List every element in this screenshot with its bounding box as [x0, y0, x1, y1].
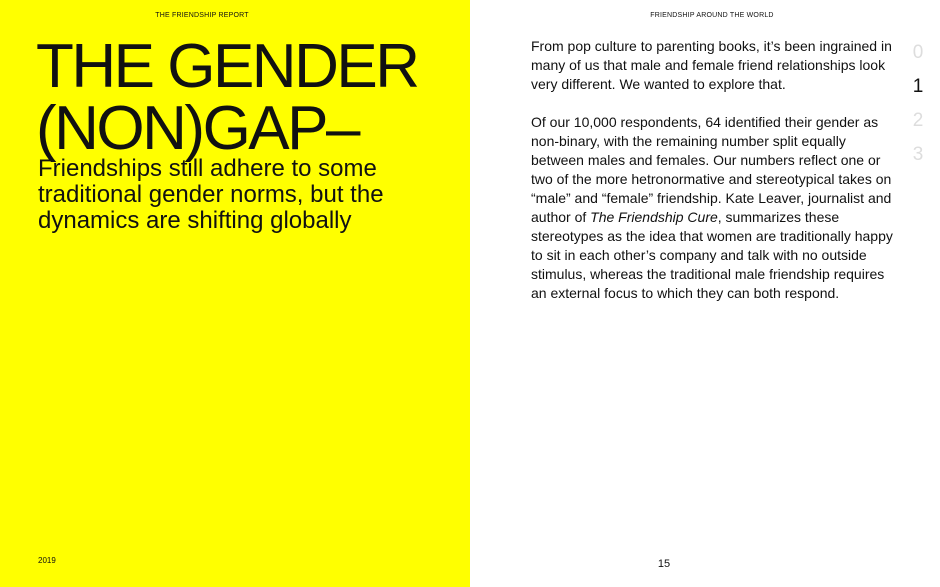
- right-page: [470, 0, 940, 587]
- running-head-right: FRIENDSHIP AROUND THE WORLD: [650, 12, 774, 19]
- book-title: The Friendship Cure: [590, 209, 718, 225]
- chapter-navigation: [908, 36, 928, 172]
- chapter-nav-item-2[interactable]: 2: [912, 110, 924, 131]
- body-paragraph-1: From pop culture to parenting books, it’s been ingrained in many of us that male and female friend relationships look very different. We wanted to explore that.: [531, 38, 892, 92]
- subheadline: Friendships still adhere to some traditional gender norms, but the dynamics are shifting globally: [38, 155, 384, 234]
- paragraph-2-text-after-title: , summarizes these stereotypes as the idea that women are traditionally happy to sit in each other’s company and talk with no outside stimulus, whereas the traditional male friendship requires an external focus to which they can both respond.: [531, 209, 893, 301]
- body-paragraph-2: [531, 113, 899, 303]
- running-head-left: THE FRIENDSHIP REPORT: [155, 12, 249, 19]
- chapter-nav-item-3[interactable]: 3: [912, 144, 924, 165]
- year-label: 2019: [38, 556, 56, 565]
- headline: [36, 32, 466, 163]
- chapter-nav-item-1[interactable]: 1: [912, 76, 924, 97]
- chapter-nav-item-0[interactable]: 0: [912, 42, 924, 63]
- paragraph-2-text-before-title: Of our 10,000 respondents, 64 identified their gender as non-binary, with the remaining number split equally between males and females. Our numbers reflect one or two of the more hetronormative and stereotypical takes on “male” and “female” friendship. Kate Leaver, journalist and author of: [531, 114, 892, 225]
- body-text: [531, 37, 899, 322]
- page-number: 15: [657, 558, 671, 570]
- headline-line-1: THE GENDER: [36, 32, 418, 101]
- headline-line-2: (NON)GAP–: [36, 94, 358, 163]
